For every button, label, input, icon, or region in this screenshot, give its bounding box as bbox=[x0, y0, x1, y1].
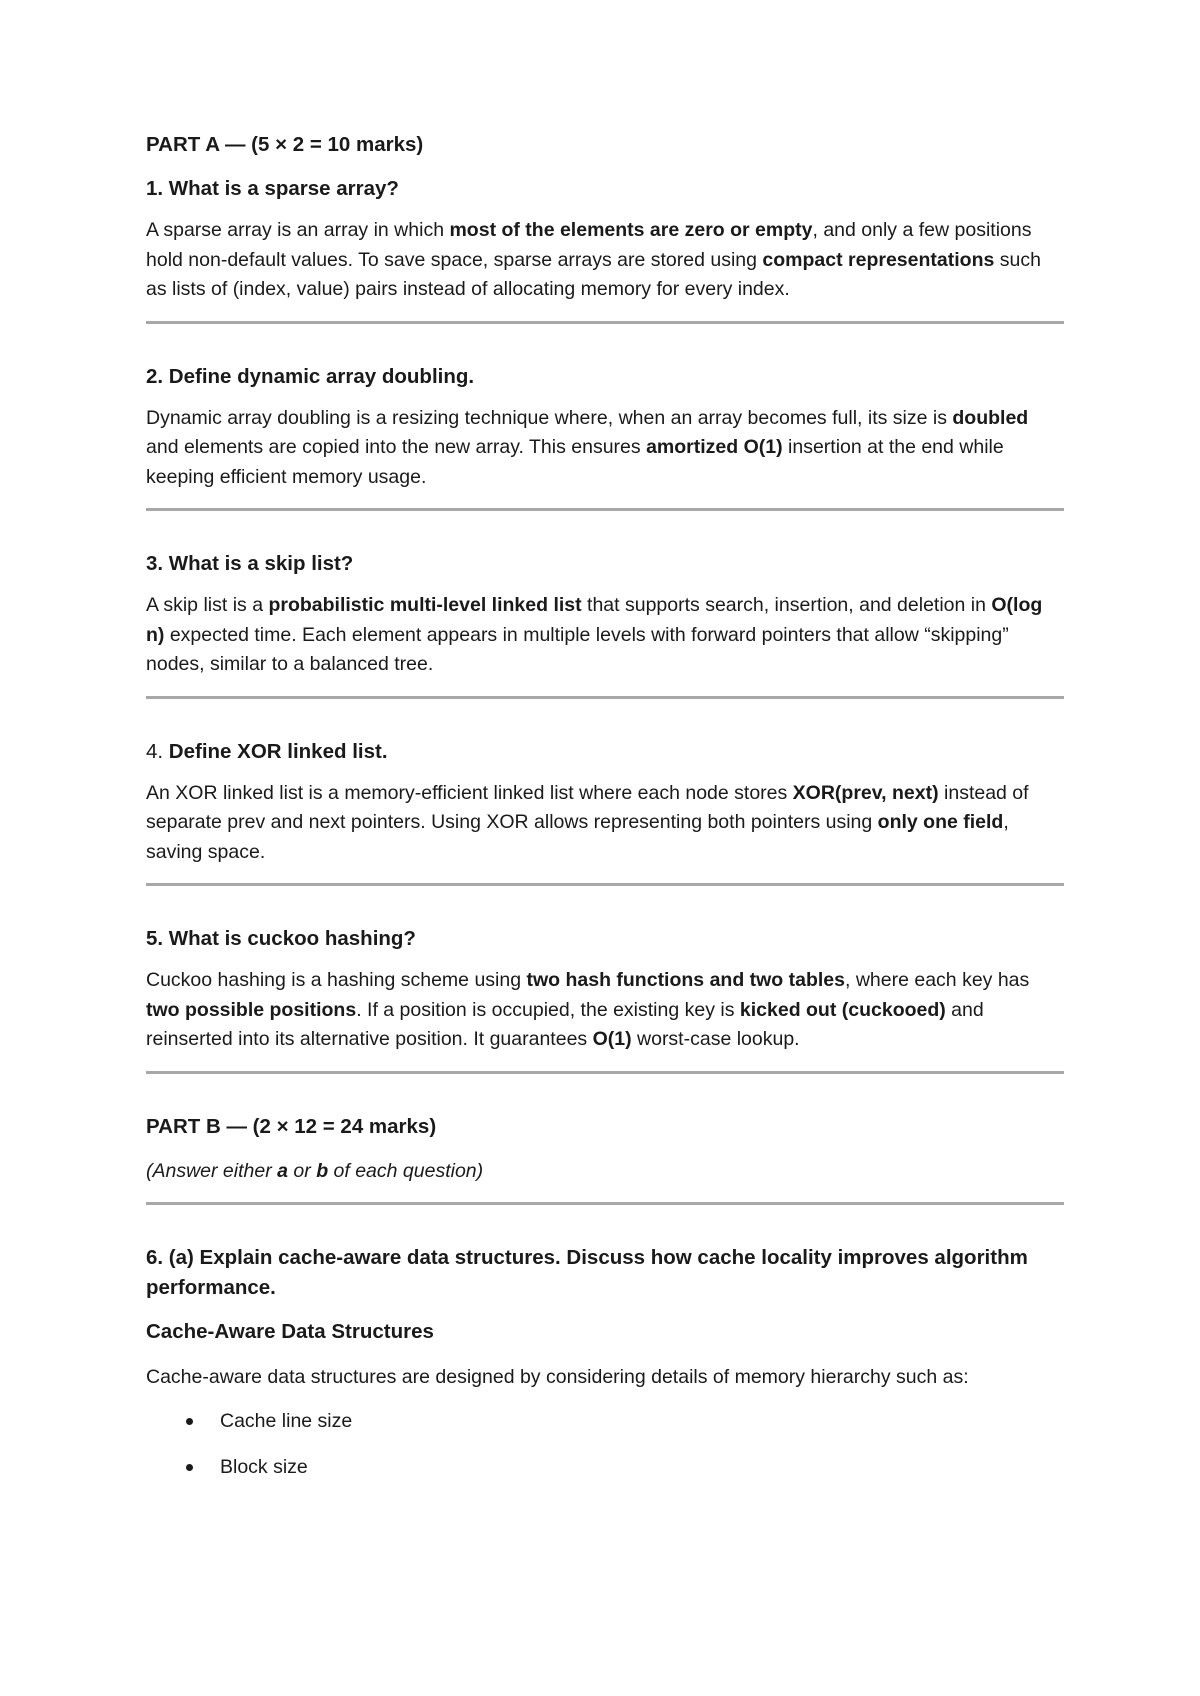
answer-text: , where each key has bbox=[845, 969, 1030, 991]
answer-emphasis: compact representations bbox=[762, 248, 995, 271]
part-b-heading: PART B — (2 × 12 = 24 marks) bbox=[146, 1114, 437, 1138]
question-3-title: 3. What is a skip list? bbox=[146, 552, 354, 575]
answer-emphasis: doubled bbox=[952, 406, 1029, 429]
answer-emphasis: most of the elements are zero or empty bbox=[449, 219, 813, 241]
question-3-answer bbox=[146, 591, 1064, 680]
question-4-title-text: Define XOR linked list. bbox=[168, 739, 388, 763]
q6-subheading: Cache-Aware Data Structures bbox=[146, 1319, 434, 1343]
q6-intro: Cache-aware data structures are designed by considering details of memory hierarchy such as: bbox=[146, 1365, 969, 1388]
answer-emphasis: two hash functions and two tables bbox=[526, 969, 845, 991]
part-a-heading: PART A — (5 × 2 = 10 marks) bbox=[146, 133, 424, 156]
answer-emphasis: probabilistic multi-level linked list bbox=[268, 594, 582, 616]
answer-text: Cuckoo hashing is a hashing scheme using bbox=[146, 969, 527, 991]
part-b-note-suffix: of each question) bbox=[328, 1159, 484, 1182]
answer-emphasis: kicked out (cuckooed) bbox=[739, 998, 946, 1021]
answer-emphasis: only one field bbox=[877, 811, 1004, 833]
question-5-answer bbox=[146, 966, 1064, 1055]
list-item bbox=[146, 1406, 1064, 1436]
answer-text: , and only a few positions hold non-default values. To save space, sparse arrays are stored using bbox=[146, 219, 1032, 271]
part-b-note-mid: or bbox=[288, 1159, 317, 1182]
answer-text: . If a position is occupied, the existing key is bbox=[356, 998, 740, 1021]
answer-text: Dynamic array doubling is a resizing technique where, when an array becomes full, its size is bbox=[146, 406, 953, 429]
bullet-icon bbox=[186, 1464, 193, 1471]
answer-emphasis: O(log n) bbox=[146, 594, 1043, 646]
question-4-answer bbox=[146, 779, 1064, 868]
answer-text: such as lists of (index, value) pairs instead of allocating memory for every index. bbox=[146, 248, 1041, 300]
answer-text: instead of separate prev and next pointers. Using XOR allows representing both pointers using bbox=[146, 781, 1029, 833]
question-2-title: 2. Define dynamic array doubling. bbox=[146, 364, 475, 388]
answer-emphasis: XOR(prev, next) bbox=[792, 781, 939, 804]
answer-emphasis: O(1) bbox=[592, 1028, 632, 1050]
answer-text: insertion at the end while keeping efficient memory usage. bbox=[146, 436, 1004, 488]
answer-text: worst-case lookup. bbox=[631, 1028, 800, 1050]
bullet-icon bbox=[186, 1418, 193, 1425]
answer-emphasis: two possible positions bbox=[146, 998, 357, 1021]
answer-text: that supports search, insertion, and deletion in bbox=[581, 594, 992, 616]
part-b-instruction bbox=[146, 1156, 1064, 1186]
bullet-text: Block size bbox=[220, 1456, 308, 1478]
answer-text: An XOR linked list is a memory-efficient linked list where each node stores bbox=[146, 781, 793, 804]
answer-text: , saving space. bbox=[146, 811, 1009, 863]
answer-emphasis: amortized O(1) bbox=[646, 436, 783, 458]
part-b-note-b: b bbox=[316, 1159, 329, 1182]
q6-bullet-list bbox=[146, 1406, 1064, 1482]
question-4-number: 4. bbox=[146, 739, 169, 763]
question-5-title: 5. What is cuckoo hashing? bbox=[146, 927, 416, 950]
answer-text: expected time. Each element appears in multiple levels with forward pointers that allow “skipping” nodes, similar to a balanced tree. bbox=[146, 623, 1009, 675]
question-1-title: 1. What is a sparse array? bbox=[146, 177, 399, 200]
document-page bbox=[146, 130, 1064, 1498]
question-2-answer bbox=[146, 404, 1064, 493]
bullet-text: Cache line size bbox=[220, 1410, 353, 1432]
answer-text: A sparse array is an array in which bbox=[146, 219, 450, 241]
answer-text: A skip list is a bbox=[146, 594, 269, 616]
list-item bbox=[146, 1452, 1064, 1482]
question-4-title bbox=[146, 737, 1064, 767]
answer-text: and elements are copied into the new array. This ensures bbox=[146, 436, 647, 458]
question-1-answer bbox=[146, 216, 1064, 305]
answer-text: and reinserted into its alternative position. It guarantees bbox=[146, 998, 984, 1050]
part-b-note-prefix: (Answer either bbox=[146, 1159, 278, 1182]
part-b-note-a: a bbox=[277, 1159, 288, 1182]
question-6-title: 6. (a) Explain cache-aware data structures. Discuss how cache locality improves algorithm performance. bbox=[146, 1245, 1028, 1299]
